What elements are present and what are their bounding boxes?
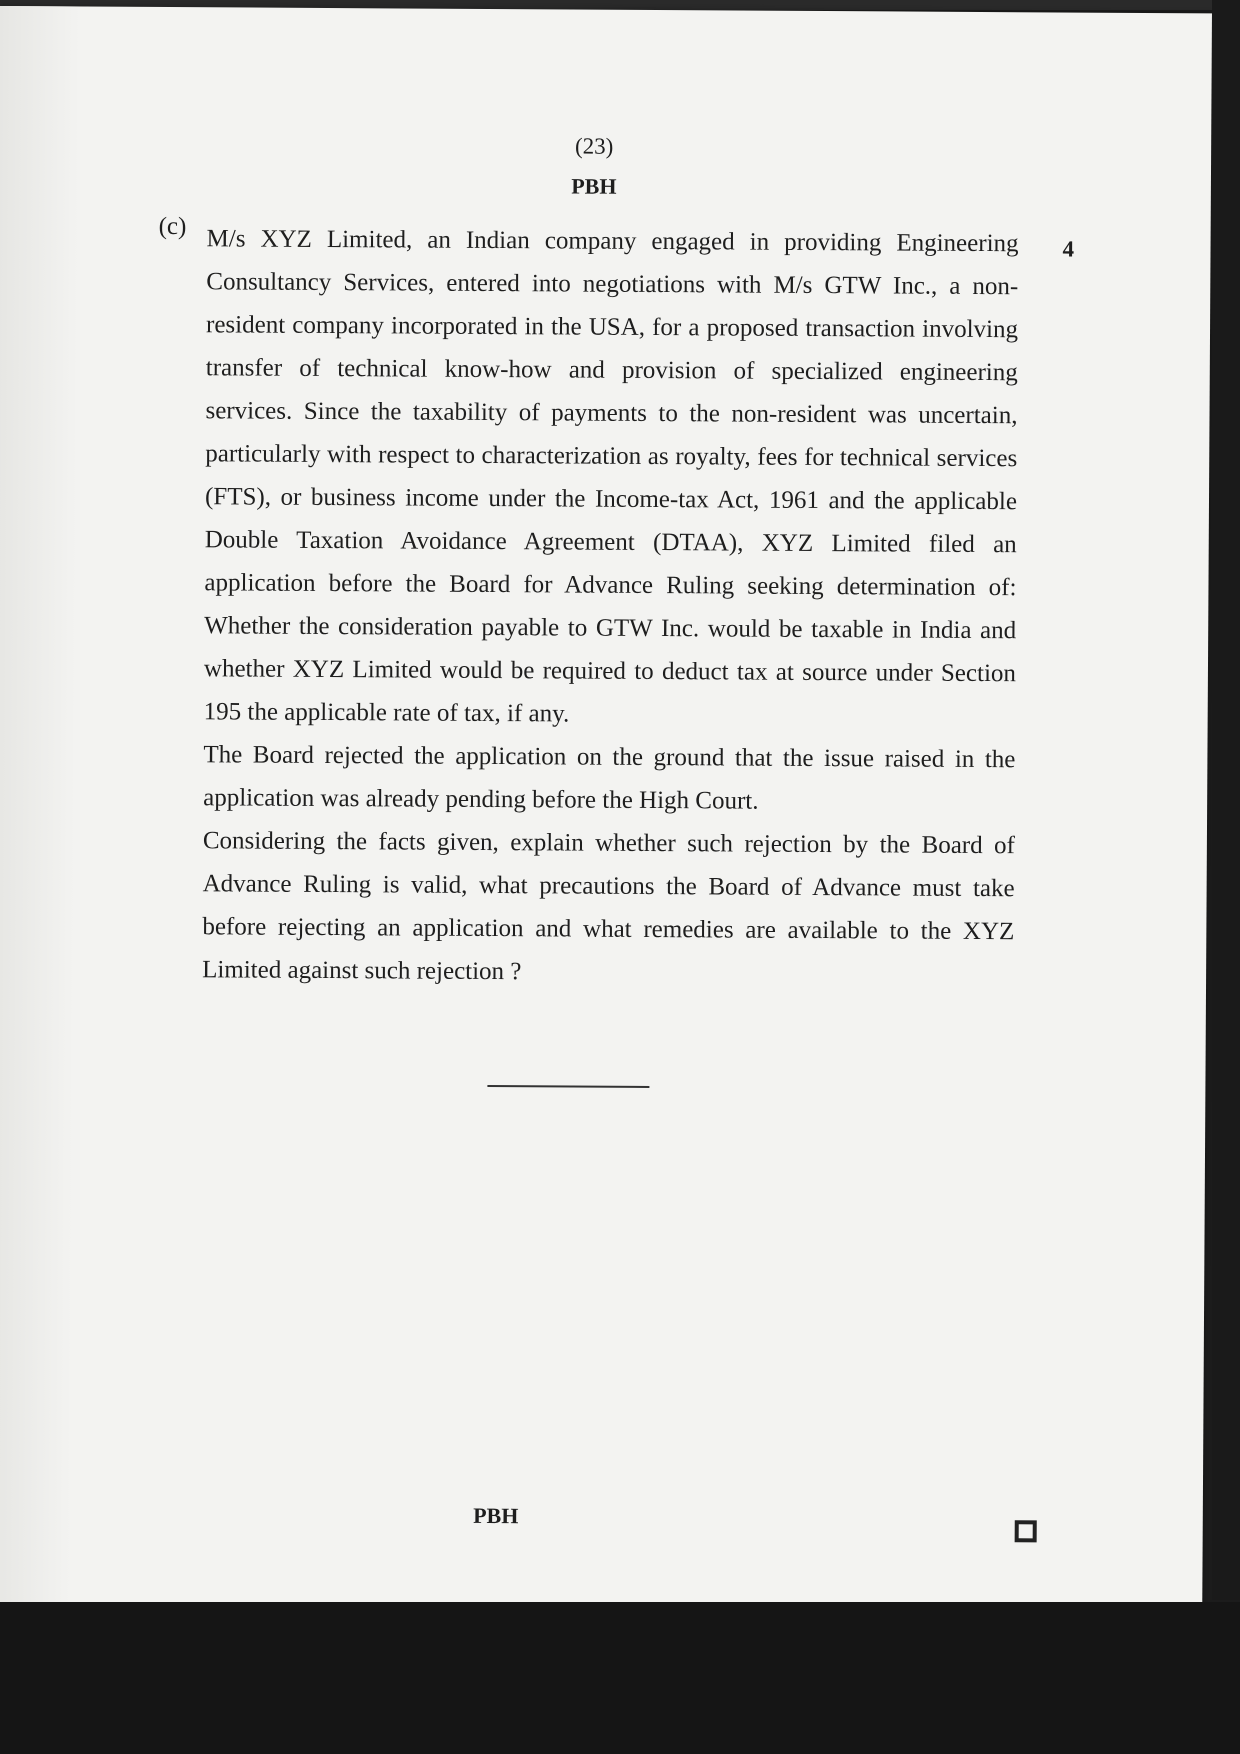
corner-mark-icon: [1015, 1520, 1037, 1542]
page-number: (23): [574, 133, 614, 159]
series-code-header: PBH: [571, 173, 617, 199]
marks-value: 4: [1062, 236, 1075, 262]
question-paragraph-facts: M/s XYZ Limited, an Indian company engaged in providing Engineering Consultancy Services, entered into negotiations with M/s GTW Inc., a non-resident company incorporated in the USA, for a proposed transaction involving transfer of technical know-how and provision of specialized engineering services. Since the taxability of payments to the non-resident was uncertain, particularly with respect to characterization as royalty, fees for technical services (FTS), or business income under the Income-tax Act, 1961 and the applicable Double Taxation Avoidance Agreement (DTAA), XYZ Limited filed an application before the Board for Advance Ruling seeking determination of: Whether the consideration payable to GTW Inc. would be taxable in India and whether XYZ Limited would be required to deduct tax at source under Section 195 the applicable rate of tax, if any.: [203, 225, 1019, 728]
question-paragraph-rejection: The Board rejected the application on the ground that the issue raised in the application was already pending before the High Court.: [203, 741, 1016, 815]
binding-shadow: [0, 6, 80, 1602]
question-label: (c): [158, 212, 187, 241]
scan-right-edge: [1212, 0, 1240, 1600]
question-paragraph-task: Considering the facts given, explain whether such rejection by the Board of Advance Ruling is valid, what precautions the Board of Advance must take before rejecting an application and what remedies are available to the XYZ Limited against such rejection ?: [202, 827, 1015, 986]
series-code-footer: PBH: [473, 1502, 519, 1529]
scan-bottom-background: [0, 1602, 1240, 1754]
question-body: [202, 217, 1019, 996]
exam-page: [0, 6, 1212, 1609]
end-of-question-rule: [487, 1085, 649, 1088]
